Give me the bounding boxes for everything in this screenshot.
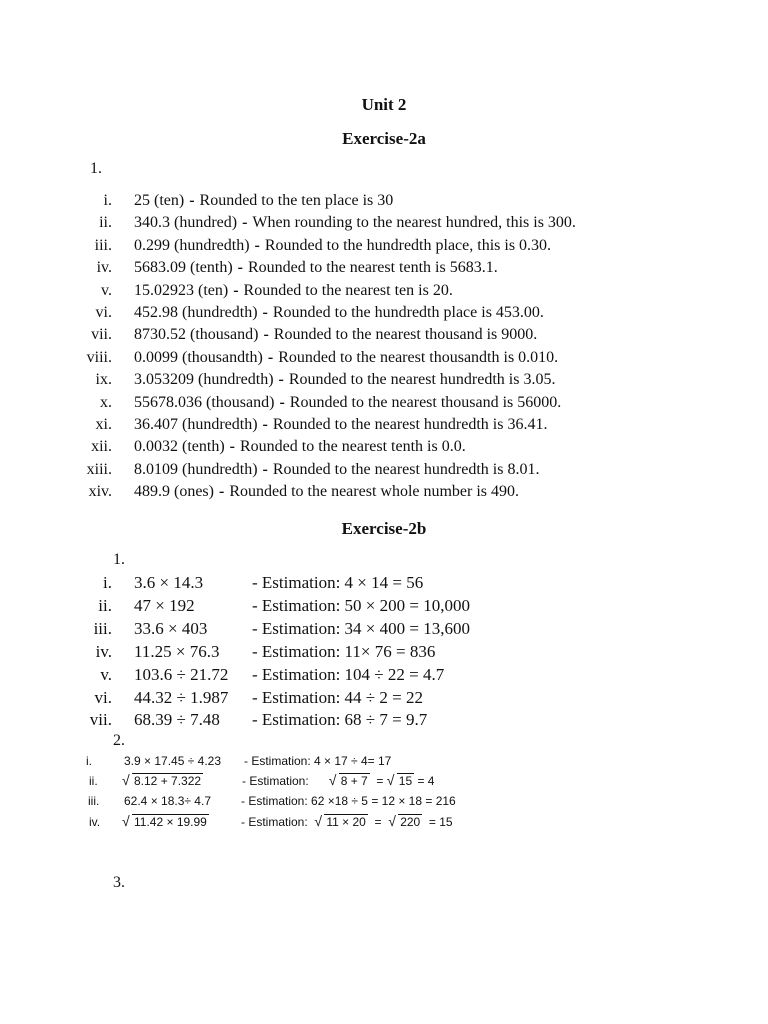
separator-dash: - [237,259,243,277]
roman-numeral: ix. [95,371,112,389]
square-root-expression: √ 15 [386,772,413,788]
item-text: Rounded to the ten place is 30 [199,192,394,209]
item-value: 3.053209 (hundredth) [134,371,274,389]
list-item [52,642,435,662]
list-item [52,461,539,479]
item-value: 0.299 (hundredth) [134,236,250,254]
item-value: 36.407 (hundredth) [134,416,258,433]
item-expression: 11.25 × 76.3 [134,641,220,661]
q2-item-expression [122,774,203,788]
square-root-expression: √ 220 [388,813,421,829]
square-root-expression: √ 11.42 × 19.99 [122,813,207,829]
q2-item-estimation: - Estimation: √ 8 + 7 = √ 15 = 4 [242,772,435,788]
roman-numeral: ii. [99,214,112,232]
separator-dash: - [278,371,284,389]
roman-numeral: xiii. [86,460,112,478]
item-expression: 103.6 ÷ 21.72 [134,664,229,684]
separator-dash: - [189,192,195,209]
square-root-expression: √ 8 + 7 [328,772,368,788]
roman-numeral: xii. [91,438,112,456]
q2-item-num: ii. [89,774,98,788]
item-expression: 44.32 ÷ 1.987 [134,687,229,707]
exercise-2b-title: Exercise-2b [341,519,427,538]
item-value: 8.0109 (hundredth) [134,460,258,478]
item-text: Rounded to the nearest thousand is 56000. [289,393,562,411]
item-expression: 68.39 ÷ 7.48 [134,710,220,730]
item-value: 8730.52 (thousand) [134,326,259,344]
q2-item-expression: 3.9 × 17.45 ÷ 4.23 [124,754,221,768]
q2-item-estimation: - Estimation: 62 ×18 ÷ 5 = 12 × 18 = 216 [241,794,456,808]
list-item [52,259,498,277]
roman-numeral: vii. [89,710,112,730]
separator-dash: - [267,348,274,366]
item-value: 0.0099 (thousandth) [134,348,263,366]
separator-dash: - [218,483,225,501]
list-item [52,371,555,389]
list-item [52,665,444,685]
item-value: 340.3 (hundred) [134,214,238,232]
q2-item-estimation: - Estimation: 4 × 17 ÷ 4= 17 [244,754,392,768]
roman-numeral: iii. [94,236,112,254]
item-text: Rounded to the nearest tenth is 0.0. [239,438,466,456]
item-value: 15.02923 (ten) [134,281,229,299]
item-value: 452.98 (hundredth) [134,304,258,321]
item-text: When rounding to the nearest hundred, this is 300. [252,214,576,232]
roman-numeral: vi. [95,304,112,321]
question-2-label: 2. [113,732,125,749]
separator-dash: - [262,416,268,433]
item-estimation: - Estimation: 104 ÷ 22 = 4.7 [252,664,445,684]
list-item [52,282,453,300]
q2-item-num: i. [86,754,92,768]
question-1-label: 1. [113,551,125,568]
item-text: Rounded to the nearest tenth is 5683.1. [247,259,498,277]
separator-dash: - [242,214,248,232]
roman-numeral: xi. [95,416,112,433]
square-root-expression: √ 11 × 20 [314,813,366,829]
list-item [52,483,519,501]
separator-dash: - [262,304,268,321]
list-item [52,326,537,344]
list-item [52,349,558,367]
roman-numeral: vii. [91,326,112,344]
separator-dash: - [263,326,269,344]
item-value: 0.0032 (tenth) [134,438,225,456]
separator-dash: - [279,393,285,411]
roman-numeral: xiv. [88,483,112,501]
item-estimation: - Estimation: 4 × 14 = 56 [252,573,424,592]
item-expression: 3.6 × 14.3 [134,573,204,592]
list-item [52,416,547,434]
list-item [52,394,561,412]
roman-numeral: ii. [98,595,112,615]
item-expression: 47 × 192 [134,595,195,615]
list-item [52,710,427,730]
separator-dash: - [233,281,239,299]
separator-dash: - [262,460,268,478]
item-text: Rounded to the nearest ten is 20. [243,281,453,299]
roman-numeral: i. [103,192,112,209]
list-item [52,304,544,322]
item-value: 489.9 (ones) [134,483,214,501]
item-text: Rounded to the nearest whole number is 490. [229,483,520,501]
separator-dash: - [229,438,235,456]
q2-item-num: iv. [89,815,101,829]
item-estimation: - Estimation: 50 × 200 = 10,000 [252,595,470,615]
item-text: Rounded to the nearest thousandth is 0.010. [278,348,559,366]
item-text: Rounded to the nearest hundredth is 36.41. [272,416,548,433]
q2-item-estimation: - Estimation: √ 11 × 20 = √ 220 = 15 [241,813,453,829]
roman-numeral: vi. [94,687,112,707]
list-item [52,596,470,616]
q2-item-expression [122,815,209,829]
item-text: Rounded to the hundredth place, this is 0.30. [264,236,552,254]
q2-item-expression: 62.4 × 18.3÷ 4.7 [124,794,211,808]
roman-numeral: i. [103,573,112,592]
item-estimation: - Estimation: 11× 76 = 836 [252,641,436,661]
roman-numeral: iv. [96,259,112,277]
roman-numeral: v. [101,281,112,299]
question-1-label: 1. [90,160,102,177]
roman-numeral: iv. [95,641,112,661]
list-item [52,688,423,708]
list-item [52,237,551,255]
item-text: Rounded to the nearest hundredth is 3.05. [288,371,556,389]
list-item [52,619,470,639]
item-estimation: - Estimation: 34 × 400 = 13,600 [252,618,470,638]
square-root-expression: √ 8.12 + 7.322 [122,772,202,788]
separator-dash: - [254,236,260,254]
roman-numeral: v. [100,664,112,684]
item-estimation: - Estimation: 44 ÷ 2 = 22 [252,687,423,707]
item-text: Rounded to the hundredth place is 453.00. [272,304,544,321]
list-item [52,573,423,593]
item-text: Rounded to the nearest thousand is 9000. [273,326,538,344]
list-item [52,192,393,210]
unit-title: Unit 2 [361,95,407,114]
item-estimation: - Estimation: 68 ÷ 7 = 9.7 [252,710,428,730]
item-expression: 33.6 × 403 [134,618,208,638]
roman-numeral: iii. [93,618,112,638]
item-value: 55678.036 (thousand) [134,393,275,411]
roman-numeral: viii. [86,348,112,366]
q2-item-num: iii. [88,794,100,808]
item-value: 5683.09 (tenth) [134,259,233,277]
item-text: Rounded to the nearest hundredth is 8.01. [272,460,540,478]
list-item [52,214,576,232]
exercise-2a-title: Exercise-2a [342,129,426,148]
list-item [52,438,466,456]
roman-numeral: x. [100,393,112,411]
question-3-label: 3. [113,874,125,891]
item-value: 25 (ten) [134,192,185,209]
